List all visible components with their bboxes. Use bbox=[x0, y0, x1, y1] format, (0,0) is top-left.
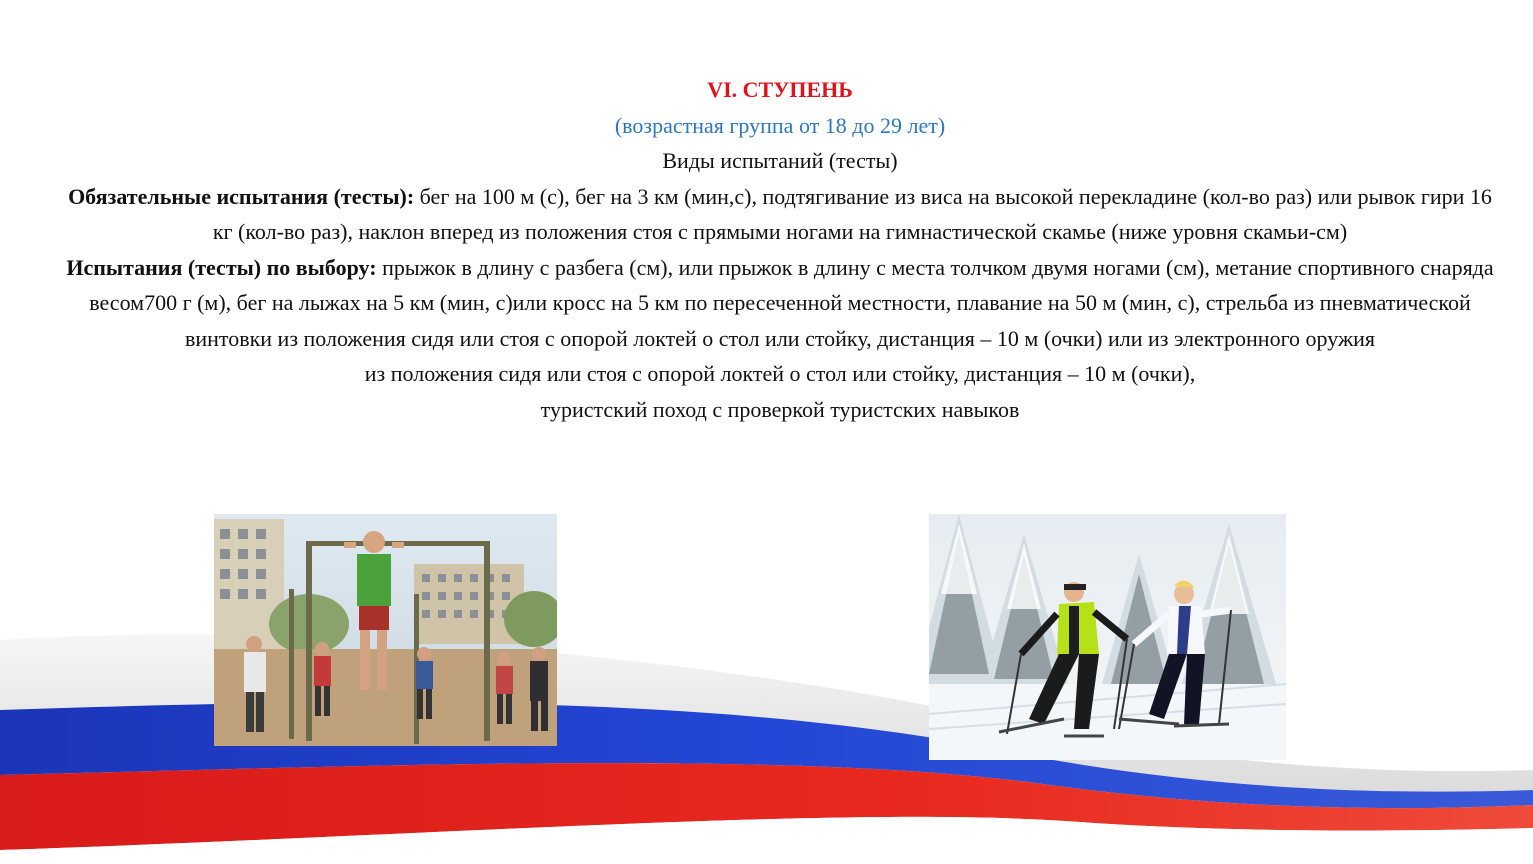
mandatory-tests-lead: Обязательные испытания (тесты): bbox=[68, 183, 415, 209]
stage-title: VI. СТУПЕНЬ bbox=[707, 77, 853, 102]
optional-tests-lead: Испытания (тесты) по выбору: bbox=[66, 254, 377, 280]
optional-tests-line3: туристский поход с проверкой туристских навыков bbox=[540, 396, 1020, 422]
optional-tests-paragraph bbox=[60, 250, 1500, 357]
mandatory-tests-paragraph bbox=[60, 179, 1500, 250]
section-heading: Виды испытаний (тесты) bbox=[662, 148, 898, 173]
pull-up-photo bbox=[214, 514, 557, 746]
age-group-label: (возрастная группа от 18 до 29 лет) bbox=[614, 112, 946, 138]
optional-tests-text: прыжок в длину с разбега (см), или прыжок в длину с места толчком двумя ногами (см), метание спортивного снаряда весом700 г (м), бег на лыжах на 5 км (мин, с)или кросс на 5 км по пересеченной местности, плавание на 50 м (мин, с), стрельба из пневматической винтовки из положения сидя или стоя с опорой локтей о стол или стойку, дистанция – 10 м (очки) или из электронного оружия bbox=[89, 254, 1494, 351]
cross-country-ski-photo bbox=[929, 514, 1286, 760]
tests-description bbox=[60, 72, 1500, 427]
mandatory-tests-text: бег на 100 м (с), бег на 3 км (мин,с), подтягивание из виса на высокой перекладине (кол-во раз) или рывок гири 16 кг (кол-во раз), наклон вперед из положения стоя с прямыми ногами на гимнастической скамье (ниже уровня скамьи-см) bbox=[212, 183, 1492, 244]
optional-tests-line2: из положения сидя или стоя с опорой локтей о стол или стойку, дистанция – 10 м (очки), bbox=[364, 361, 1196, 386]
